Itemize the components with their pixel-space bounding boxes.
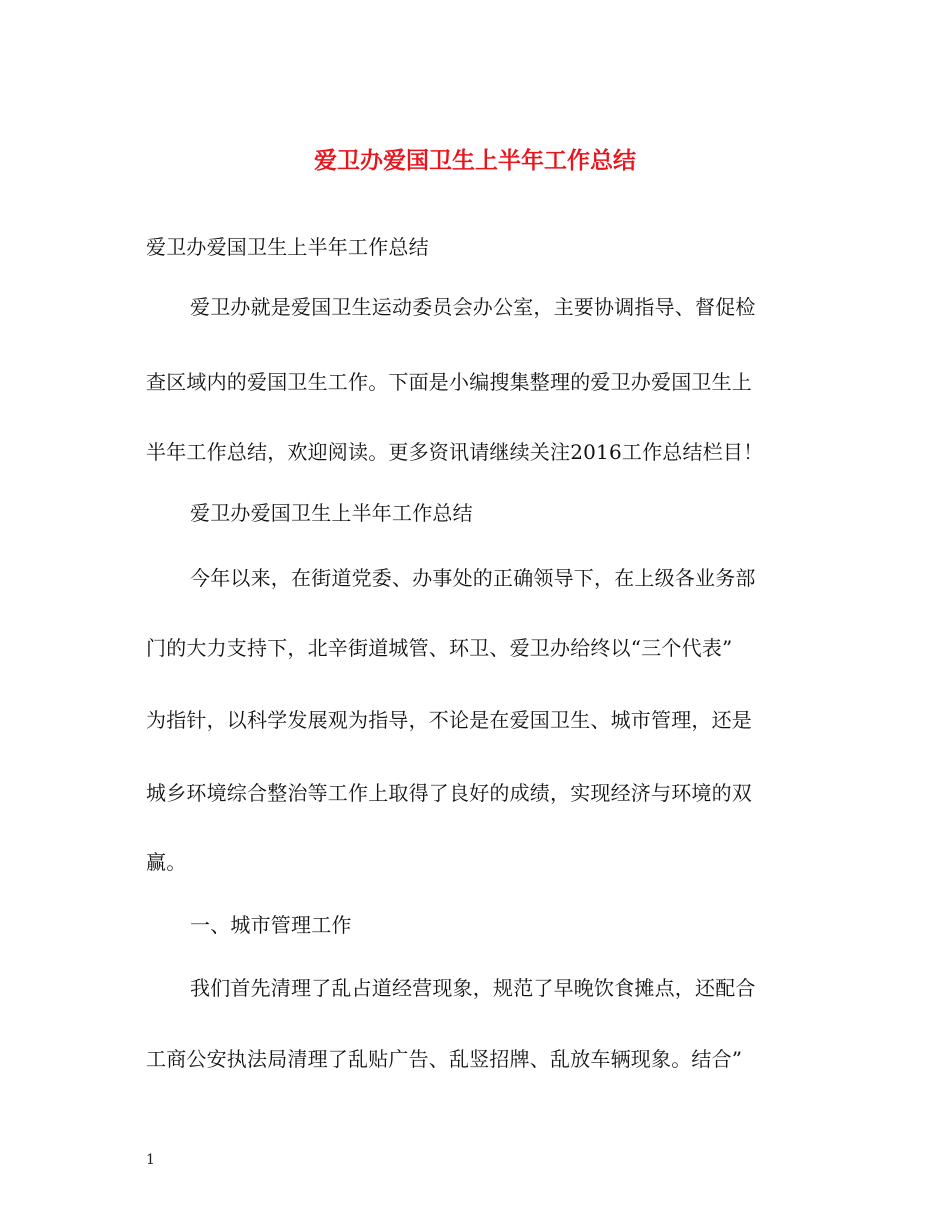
page-number: 1 <box>146 1152 155 1168</box>
body-line-5: 爱卫办爱国卫生上半年工作总结 <box>190 501 473 525</box>
body-line-10: 赢。 <box>146 850 187 874</box>
body-line-2: 爱卫办就是爱国卫生运动委员会办公室，主要协调指导、督促检 <box>190 295 756 319</box>
body-line-6: 今年以来，在街道党委、办事处的正确领导下，在上级各业务部 <box>190 566 756 590</box>
section-heading: 一、城市管理工作 <box>190 913 352 937</box>
body-line-12: 我们首先清理了乱占道经营现象，规范了早晚饮食摊点，还配合 <box>190 976 756 1000</box>
body-line-8: 为指针，以科学发展观为指导，不论是在爱国卫生、城市管理，还是 <box>146 708 752 732</box>
body-line-9: 城乡环境综合整治等工作上取得了良好的成绩，实现经济与环境的双 <box>146 781 752 805</box>
body-line-13: 工商公安执法局清理了乱贴广告、乱竖招牌、乱放车辆现象。结合” <box>146 1047 743 1071</box>
body-line-7: 门的大力支持下，北辛街道城管、环卫、爱卫办给终以“三个代表” <box>146 636 733 660</box>
document-title: 爱卫办爱国卫生上半年工作总结 <box>314 147 636 174</box>
body-line-4: 半年工作总结，欢迎阅读。更多资讯请继续关注2016工作总结栏目！ <box>146 440 764 464</box>
body-line-1: 爱卫办爱国卫生上半年工作总结 <box>146 235 429 259</box>
body-line-3: 查区域内的爱国卫生工作。下面是小编搜集整理的爱卫办爱国卫生上 <box>146 370 752 394</box>
